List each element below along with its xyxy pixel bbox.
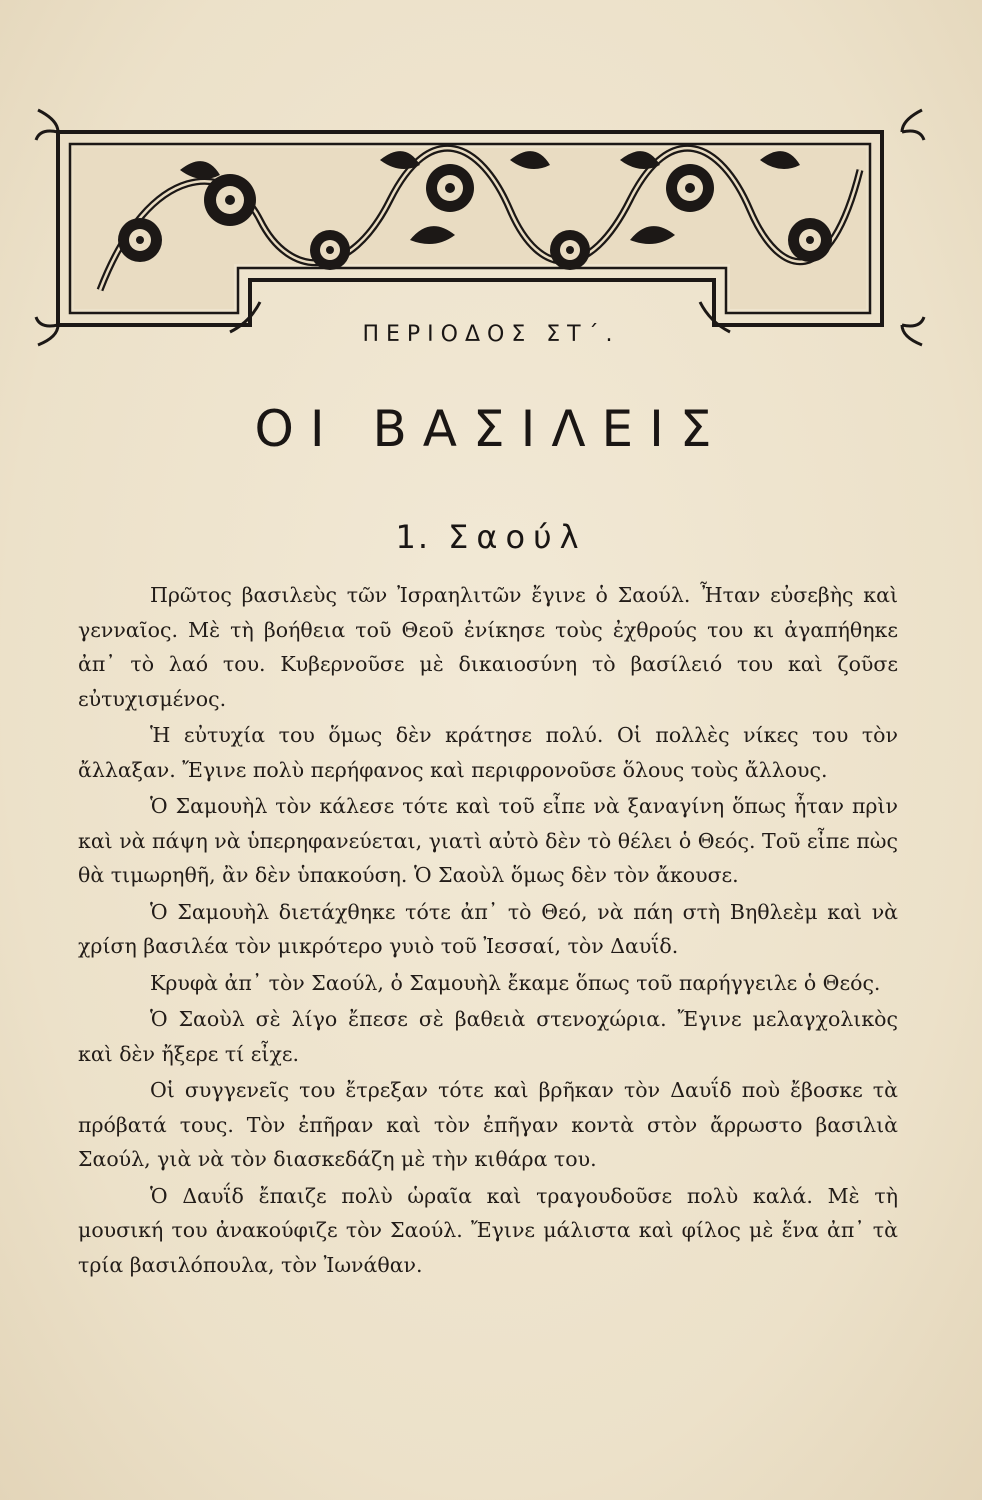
paragraph: Ἡ εὐτυχία του ὅμως δὲν κράτησε πολύ. Οἱ πολλὲς νίκες του τὸν ἄλλαξαν. Ἔγινε πολὺ περήφανος καὶ περιφρονοῦσε ὅλους τοὺς ἄλλους.: [78, 723, 898, 782]
chapter-number: 1.: [395, 518, 430, 556]
paragraph: Ὁ Σαμουὴλ διετάχθηκε τότε ἀπ᾽ τὸ Θεό, νὰ πάη στὴ Βηθλεὲμ καὶ νὰ χρίση βασιλέα τὸν μικρότερο γυιὸ τοῦ Ἰεσσαί, τὸν Δαυΐδ.: [78, 899, 898, 958]
paragraph: Ὁ Σαοὺλ σὲ λίγο ἔπεσε σὲ βαθειὰ στενοχώρια. Ἔγινε μελαγχολικὸς καὶ δὲν ἤξερε τί εἶχε.: [78, 1007, 898, 1066]
chapter-name: Σαούλ: [448, 518, 587, 556]
decorative-headpiece: [30, 100, 930, 360]
paragraph: Ὁ Σαμουὴλ τὸν κάλεσε τότε καὶ τοῦ εἶπε νὰ ξαναγίνη ὅπως ἦταν πρὶν καὶ νὰ πάψη νὰ ὑπερηφανεύεται, γιατὶ αὐτὸ δὲν τὸ θέλει ὁ Θεός. Τοῦ εἶπε πὼς θὰ τιμωρηθῆ, ἂν δὲν ὑπακούση. Ὁ Σαοὺλ ὅμως δὲν τὸν ἄκουσε.: [78, 794, 898, 887]
paragraph: Οἱ συγγενεῖς του ἔτρεξαν τότε καὶ βρῆκαν τὸν Δαυΐδ ποὺ ἔβοσκε τὰ πρόβατά τους. Τὸν ἐπῆραν καὶ τὸν ἐπῆγαν κοντὰ στὸν ἄρρωστο βασιλιὰ Σαούλ, γιὰ νὰ τὸν διασκεδάζη μὲ τὴν κιθάρα του.: [78, 1078, 898, 1171]
page-title: ΟΙ ΒΑΣΙΛΕΙΣ: [254, 400, 728, 458]
paragraph: Ὁ Δαυΐδ ἔπαιζε πολὺ ὡραῖα καὶ τραγουδοῦσε πολὺ καλά. Μὲ τὴ μουσική του ἀνακούφιζε τὸν Σαούλ. Ἔγινε μάλιστα καὶ φίλος μὲ ἕνα ἀπ᾽ τὰ τρία βασιλόπουλα, τὸν Ἰωνάθαν.: [78, 1183, 898, 1277]
paragraph: Κρυφὰ ἀπ᾽ τὸν Σαούλ, ὁ Σαμουὴλ ἔκαμε ὅπως τοῦ παρήγγειλε ὁ Θεός.: [150, 970, 881, 995]
body-text: [78, 578, 898, 1284]
paragraph: Πρῶτος βασιλεὺς τῶν Ἰσραηλιτῶν ἔγινε ὁ Σαούλ. Ἦταν εὐσεβὴς καὶ γενναῖος. Μὲ τὴ βοήθεια τοῦ Θεοῦ ἐνίκησε τοὺς ἐχθρούς του κι ἀγαπήθηκε ἀπ᾽ τὸ λαό του. Κυβερνοῦσε μὲ δικαιοσύνη τὸ βασίλειό του καὶ ζοῦσε εὐτυχισμένος.: [78, 583, 898, 711]
period-heading: ΠΕΡΙΟΔΟΣ ΣΤ΄.: [362, 322, 620, 347]
chapter-heading: [0, 518, 982, 556]
